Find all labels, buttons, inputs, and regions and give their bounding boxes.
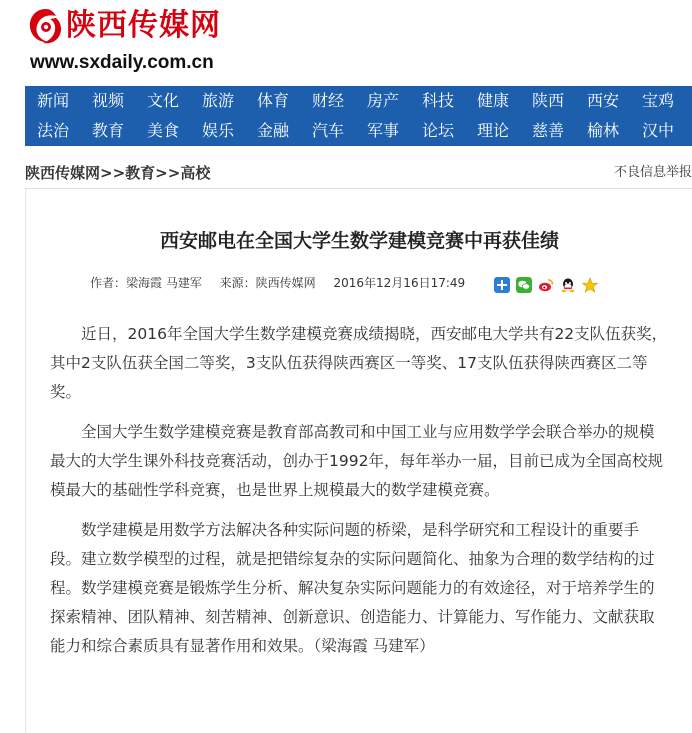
- breadcrumb-bar: [25, 158, 692, 189]
- nav-item-finance[interactable]: 财经: [312, 91, 345, 110]
- article-paragraph: 全国大学生数学建模竞赛是教育部高教司和中国工业与应用数学学会联合举办的规模最大的大学生课外科技竞赛活动，创办于1992年，每年举办一届，目前已成为全国高校规模最大的基础性学科竞赛，也是世界上规模最大的数学建模竞赛。: [50, 423, 663, 499]
- site-url: www.sxdaily.com.cn: [30, 52, 214, 73]
- nav-item-charity[interactable]: 慈善: [532, 121, 565, 140]
- article: [25, 189, 692, 733]
- nav-item-news[interactable]: 新闻: [37, 91, 70, 110]
- nav-item-theory[interactable]: 理论: [477, 121, 510, 140]
- wechat-icon[interactable]: [516, 277, 532, 293]
- nav-item-sports[interactable]: 体育: [257, 91, 290, 110]
- article-source: 来源：陕西传媒网: [219, 276, 316, 290]
- nav-item-entertainment[interactable]: 娱乐: [202, 121, 235, 140]
- nav-item-health[interactable]: 健康: [477, 91, 510, 110]
- nav-item-culture[interactable]: 文化: [147, 91, 180, 110]
- nav-item-yulin[interactable]: 榆林: [587, 121, 620, 140]
- logo-swirl-icon[interactable]: [26, 6, 66, 46]
- article-paragraph: 近日，2016年全国大学生数学建模竞赛成绩揭晓，西安邮电大学共有22支队伍获奖，其中2支队伍获全国二等奖，3支队伍获得陕西赛区一等奖、17支队伍获得陕西赛区二等奖。: [50, 325, 668, 401]
- favorite-star-icon[interactable]: [582, 277, 598, 293]
- breadcrumb-home[interactable]: 陕西传媒网: [25, 164, 101, 182]
- article-author: 作者：梁海霞 马建军: [90, 276, 202, 290]
- article-date: 2016年12月16日17:49: [333, 276, 466, 290]
- breadcrumb-separator: >>: [100, 164, 126, 182]
- nav-item-law[interactable]: 法治: [37, 121, 70, 140]
- nav-item-education[interactable]: 教育: [92, 121, 125, 140]
- nav-item-banking[interactable]: 金融: [257, 121, 290, 140]
- nav-item-hanzhong[interactable]: 汉中: [642, 121, 675, 140]
- nav-item-baoji[interactable]: 宝鸡: [642, 91, 675, 110]
- article-title: 西安邮电在全国大学生数学建模竞赛中再获佳绩: [159, 229, 559, 252]
- qq-icon[interactable]: [560, 277, 576, 293]
- nav-item-shaanxi[interactable]: 陕西: [532, 91, 565, 110]
- nav-item-forum[interactable]: 论坛: [422, 121, 455, 140]
- nav-item-xian[interactable]: 西安: [587, 91, 620, 110]
- breadcrumb-sub[interactable]: 高校: [180, 164, 211, 182]
- breadcrumb-separator: >>: [155, 164, 181, 182]
- site-logo-text[interactable]: 陕西传媒网: [66, 8, 221, 43]
- nav-item-video[interactable]: 视频: [92, 91, 125, 110]
- main-nav: [25, 86, 692, 146]
- weibo-icon[interactable]: [538, 277, 554, 293]
- nav-item-realestate[interactable]: 房产: [367, 91, 400, 110]
- breadcrumb: [25, 162, 210, 184]
- plus-share-icon[interactable]: [494, 277, 510, 293]
- nav-item-military[interactable]: 军事: [367, 121, 400, 140]
- breadcrumb-section[interactable]: 教育: [125, 164, 156, 182]
- site-header: [0, 0, 692, 84]
- nav-item-tech[interactable]: 科技: [422, 91, 455, 110]
- nav-row-1: [25, 86, 692, 116]
- nav-row-2: [25, 116, 692, 146]
- nav-item-travel[interactable]: 旅游: [202, 91, 235, 110]
- nav-item-auto[interactable]: 汽车: [312, 121, 345, 140]
- nav-item-food[interactable]: 美食: [147, 121, 180, 140]
- article-body: [50, 320, 668, 672]
- article-meta: [90, 274, 479, 292]
- article-paragraph: 数学建模是用数学方法解决各种实际问题的桥梁，是科学研究和工程设计的重要手段。建立数学模型的过程，就是把错综复杂的实际问题简化、抽象为合理的数学结构的过程。数学建模竞赛是锻炼学生分析、解决复杂实际问题能力的有效途径，对于培养学生的探索精神、团队精神、刻苦精神、创新意识、创造能力、计算能力、写作能力、文献获取能力和综合素质具有显著作用和效果。（梁海霞 马建军）: [50, 521, 655, 655]
- report-link[interactable]: 不良信息举报: [613, 165, 692, 180]
